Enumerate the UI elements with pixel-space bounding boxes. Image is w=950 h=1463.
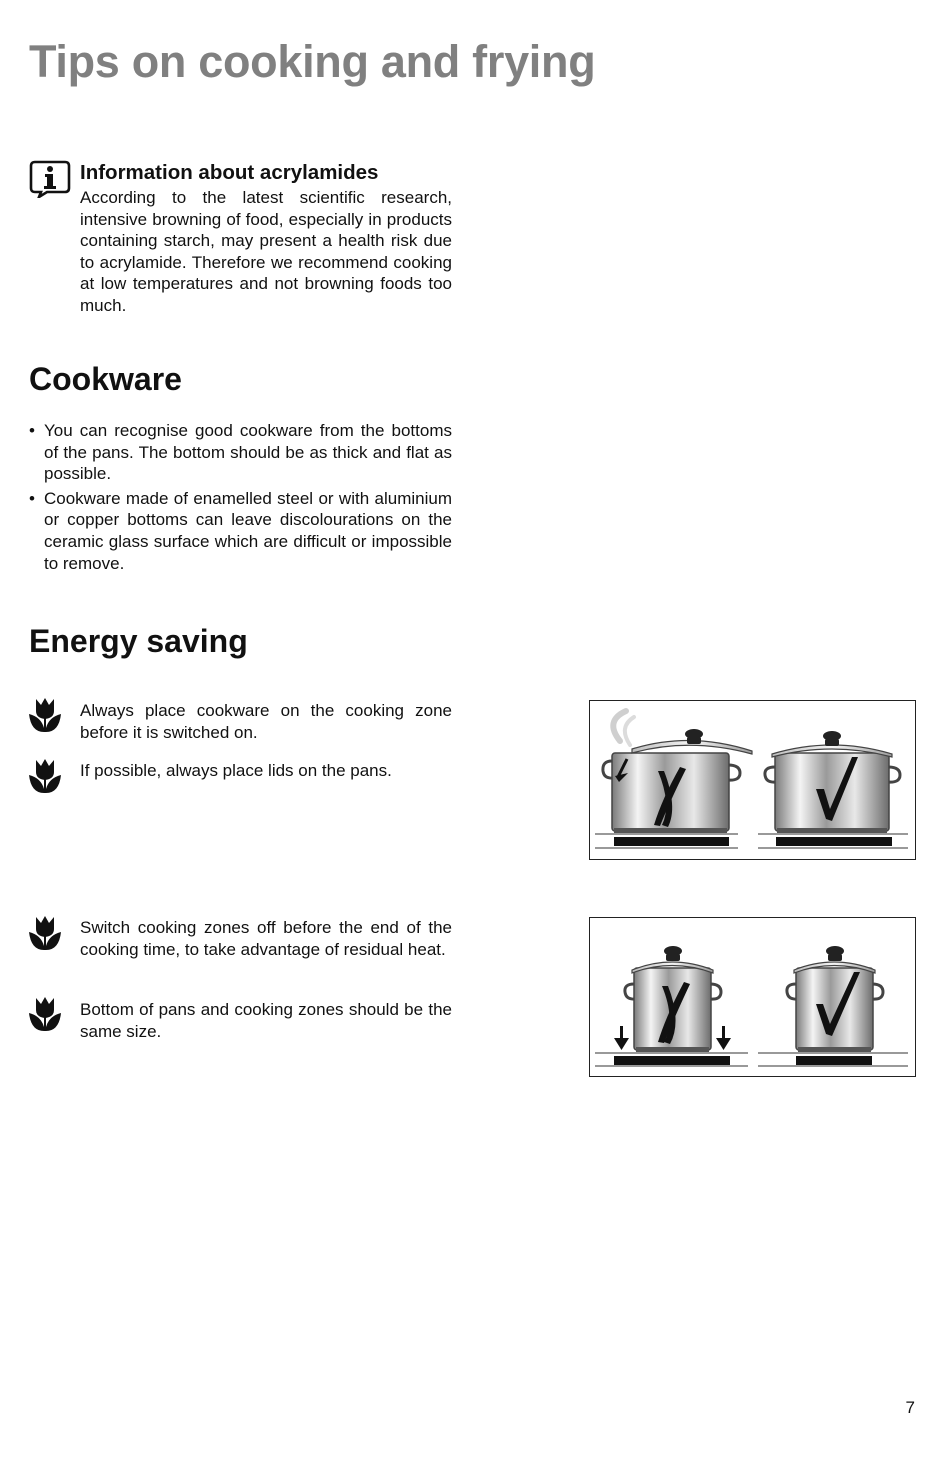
- cookware-list: [29, 420, 452, 577]
- info-heading: Information about acrylamides: [80, 161, 379, 184]
- energy-title: Energy saving: [29, 623, 248, 659]
- energy-tip: Switch cooking zones off before the end of the cooking time, to take advantage of residual heat.: [80, 918, 452, 959]
- tulip-eco-icon: [28, 915, 62, 956]
- cookware-title: Cookware: [29, 361, 182, 397]
- info-text: According to the latest scientific research, intensive browning of food, especially in products containing starch, may present a health risk due to acrylamide. Therefore we recommend cooking at low temperatures and not browning foods too much.: [80, 188, 452, 315]
- page-number: 7: [905, 1398, 915, 1417]
- tulip-eco-icon: [28, 996, 62, 1037]
- pot-right: [787, 946, 883, 1052]
- tulip-eco-icon: [28, 758, 62, 799]
- list-item: • Cookware made of enamelled steel or with aluminium or copper bottoms can leave discolourations on the ceramic glass surface which are difficult or impossible to remove.: [29, 488, 452, 574]
- lid-illustration: [589, 700, 916, 860]
- info-block: [80, 161, 452, 317]
- page-title: Tips on cooking and frying: [29, 36, 596, 87]
- pan-size-illustration: [589, 917, 916, 1077]
- info-icon: [29, 160, 71, 198]
- tulip-eco-icon: [28, 697, 62, 738]
- energy-tip: Always place cookware on the cooking zone before it is switched on.: [80, 701, 452, 742]
- pot-wrong: [614, 946, 731, 1052]
- pot-wrong: [603, 711, 752, 833]
- energy-tip: If possible, always place lids on the pans.: [80, 761, 392, 780]
- energy-tip: Bottom of pans and cooking zones should be the same size.: [80, 1000, 452, 1041]
- pot-right: [765, 731, 900, 833]
- list-item: • You can recognise good cookware from the bottoms of the pans. The bottom should be as thick and flat as possible.: [29, 420, 452, 485]
